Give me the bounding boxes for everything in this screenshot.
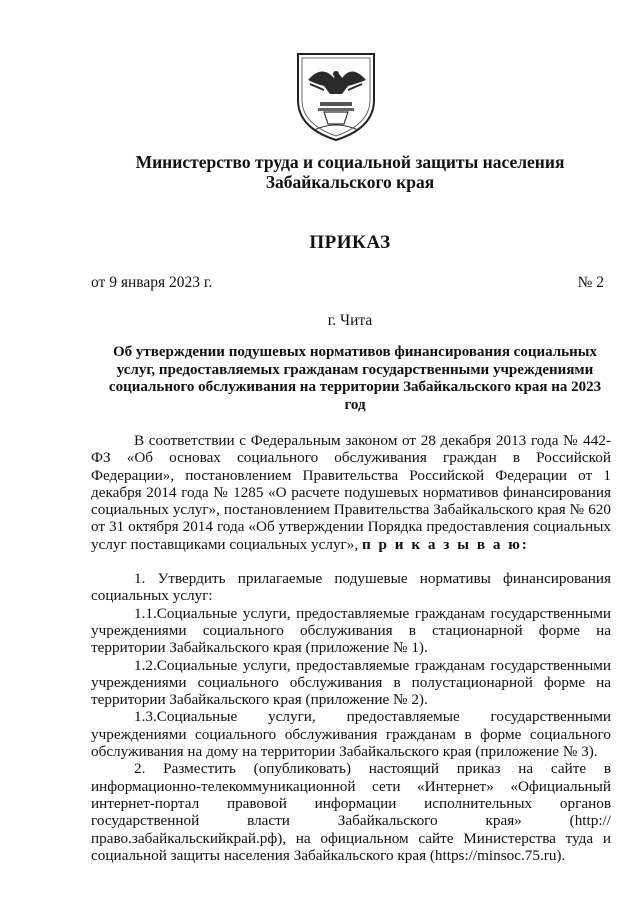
item-1-2: 1.2.Социальные услуги, предоставляемые гражданам государственными учреждениями социального обслуживания в полустационарной форме на территории Забайкальского края (приложение № 2).	[91, 656, 611, 709]
item-1-1: 1.1.Социальные услуги, предоставляемые гражданам государственными учреждениями социального обслуживания в стационарной форме на территории Забайкальского края (приложение № 1).	[91, 604, 611, 657]
item-1: 1. Утвердить прилагаемые подушевые нормативы финансирования социальных услуг:	[91, 570, 611, 605]
document-subject: Об утверждении подушевых нормативов финансирования социальных услуг, предоставляемых гражданам государственными учреждениями социального обслуживания на территории Забайкальского края на 2023 год	[108, 344, 602, 413]
order-word: п р и к а з ы в а ю:	[361, 535, 529, 553]
item-1-3: 1.3.Социальные услуги, предоставляемые государственными учреждениями социального обслуживания гражданам в форме социального обслуживания на дому на территории Забайкальского края (приложение № 3).	[91, 708, 611, 761]
item-2: 2. Разместить (опубликовать) настоящий приказ на сайте в информационно-телекоммуникационной сети «Интернет» «Официальный интернет-портал правовой информации исполнительных органов государственной власти Забайкальского края» (http://право.забайкальскийкрай.рф), на официальном сайте Министерства туда и социальной защиты населения Забайкальского края (https://minsoc.75.ru).	[91, 760, 611, 864]
preamble-text: В соответствии с Федеральным законом от 28 декабря 2013 года № 442-ФЗ «Об основах социального обслуживания граждан в Российской Федерации», постановлением Правительства Российской Федерации от 1 декабря 2014 года № 1285 «О расчете подушевых нормативов финансирования социальных услуг», постановлением Правительства Забайкальского края № 620 от 31 октября 2014 года «Об утверждении Порядка предоставления социальных услуг поставщиками социальных услуг»,	[91, 432, 611, 553]
document-body	[91, 432, 611, 864]
ministry-name-line1: Министерство труда и социальной защиты населения	[135, 152, 565, 172]
ministry-name-line2: Забайкальского края	[265, 172, 435, 192]
preamble-paragraph	[91, 432, 611, 553]
document-city: г. Чита	[327, 312, 373, 329]
document-number: № 2	[577, 274, 604, 291]
document-date: от 9 января 2023 г.	[91, 274, 213, 291]
document-title: ПРИКАЗ	[309, 232, 391, 253]
coat-of-arms-emblem	[294, 50, 378, 142]
ministry-name	[60, 152, 640, 192]
